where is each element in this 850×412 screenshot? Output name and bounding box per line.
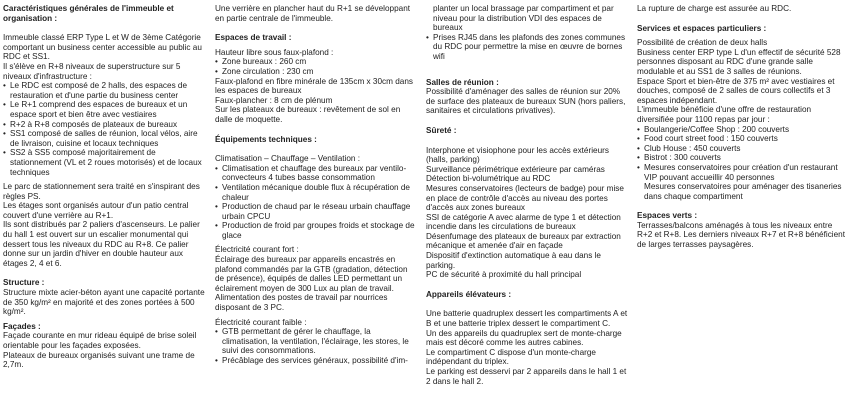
paragraph: Hauteur libre sous faux-plafond : xyxy=(215,47,334,57)
heading-green-spaces: Espaces verts : xyxy=(637,211,698,221)
paragraph: Faux-plancher : 8 cm de plénum xyxy=(215,95,333,105)
paragraph: Plateaux de bureaux organisés suivant une trame de 2,7m. xyxy=(3,350,195,370)
list-item: • Le R+1 comprend des espaces de bureaux et un espace sport et bien être avec vestiaires xyxy=(3,100,205,119)
paragraph: Dispositif d'extinction automatique à eau dans le parking. xyxy=(426,251,601,270)
height-list xyxy=(215,57,417,76)
paragraph: Climatisation – Chauffage – Ventilation : xyxy=(215,154,361,164)
paragraph: Les étages sont organisés autour d'un patio central couvert d'une verrière au R+1. xyxy=(3,201,189,220)
heading-security: Sûreté : xyxy=(426,125,457,135)
paragraph: Terrasses/balcons aménagés à tous les niveaux entre R+2 et R+8. Les derniers niveaux R+7 et R+8 bénéficient de larges terrasses paysagères. xyxy=(637,220,845,250)
paragraph: Le parc de stationnement sera traité en s'inspirant des règles PS. xyxy=(3,182,200,201)
heading-technical-equipment: Équipements techniques : xyxy=(215,134,317,144)
paragraph: Mesures conservatoires (lecteurs de badge) pour mise en place de contrôle d'accès au niveau des portes d'accès aux zones bureaux xyxy=(426,183,624,213)
paragraph: L'immeuble bénéficie d'une offre de restauration diversifiée pour 1100 repas par jour : xyxy=(637,105,812,124)
paragraph: Espace Sport et bien-être de 375 m² avec vestiaires et douches, composé de 2 salles de cours collectifs et 3 espaces indépendant. xyxy=(637,76,835,105)
list-item: • Prises RJ45 dans les plafonds des zones communes du RDC pour permettre la mise en œuvre de bornes wifi xyxy=(426,33,628,62)
list-item: • Zone circulation : 230 cm xyxy=(215,67,417,77)
list-item: • R+2 à R+8 composés de plateaux de bureaux xyxy=(3,120,205,130)
list-item: • Production de chaud par le réseau urbain chauffage urbain CPCU xyxy=(215,202,417,221)
paragraph: PC de sécurité à proximité du hall principal xyxy=(426,270,582,280)
levels-list xyxy=(3,81,205,177)
paragraph: Ils sont distribués par 2 paliers d'ascenseurs. Le palier du hall 1 est ouvert sur un escalier monumental qui dessert tous les niveaux du RDC au R+8. Ce palier donne sur un jardin d'hiver en double hauteur aux étages 2, 4 et 6. xyxy=(3,220,200,268)
paragraph: Interphone et visiophone pour les accès extérieurs (halls, parking) xyxy=(426,145,609,165)
paragraph: Le compartiment C dispose d'un monte-charge indépendant du triplex. xyxy=(426,347,596,367)
paragraph: SSI de catégorie A avec alarme de type 1 et détection incendie dans les circulations de bureaux xyxy=(426,212,621,232)
heading-elevators: Appareils élévateurs : xyxy=(426,289,512,299)
list-item: • Food court street food : 150 couverts xyxy=(637,134,847,144)
paragraph: Électricité courant fort : xyxy=(215,245,299,255)
list-item: • Club House : 450 couverts xyxy=(637,144,847,154)
list-item: • Le RDC est composé de 2 halls, des espaces de restauration et d'une partie du business center xyxy=(3,81,205,100)
paragraph: Possibilité de création de deux halls xyxy=(637,38,768,48)
paragraph: Alimentation des postes de travail par nourrices disposant de 3 PC. xyxy=(215,293,388,313)
paragraph: Possibilité d'aménager des salles de réunion sur 20% de surface des plateaux de bureaux SUN (hors paliers, sanitaires et circulations privatives). xyxy=(426,87,626,116)
paragraph: Une batterie quadruplex dessert les compartiments A et B et une batterie triplex dessert le compartiment C. xyxy=(426,309,628,329)
list-item: • SS2 à SS5 composé majoritairement de stationnement (VL et 2 roues motorisés) et de locaux techniques xyxy=(3,148,205,177)
heading-general-characteristics: Caractéristiques générales de l'immeuble et organisation : xyxy=(3,4,174,23)
list-item: • Précâblage des services généraux, possibilité d'im- xyxy=(215,356,417,366)
paragraph: Surveillance périmétrique extérieure par caméras xyxy=(426,164,605,174)
paragraph: Immeuble classé ERP Type L et W de 3ème Catégorie comportant un business center accessible au public au RDC et SS1. xyxy=(3,33,202,62)
paragraph: Il s'élève en R+8 niveaux de superstructure sur 5 niveaux d'infrastructure : xyxy=(3,61,181,81)
paragraph: La rupture de charge est assurée au RDC. xyxy=(637,4,792,13)
column-1 xyxy=(3,4,205,410)
paragraph: planter un local brassage par compartiment et par niveau pour la distribution VDI des espaces de bureaux xyxy=(433,4,614,33)
wifi-list xyxy=(426,33,628,62)
paragraph: Détection bi-volumétrique au RDC xyxy=(426,174,551,184)
paragraph: Un des appareils du quadruplex sert de monte-charge mais est décoré comme les autres cabines. xyxy=(426,328,622,348)
column-3 xyxy=(426,4,628,410)
paragraph: Une verrière en plancher haut du R+1 se développant en partie centrale de l'immeuble. xyxy=(215,4,411,23)
list-item: • Climatisation et chauffage des bureaux par ventilo-convecteurs 4 tubes basse consommation xyxy=(215,164,417,183)
hvac-list xyxy=(215,164,417,241)
heading-structure: Structure : xyxy=(3,278,45,288)
paragraph: Électricité courant faible : xyxy=(215,317,307,327)
paragraph: Sur les plateaux de bureaux : revêtement de sol en dalle de moquette. xyxy=(215,105,401,124)
heading-meeting-rooms: Salles de réunion : xyxy=(426,77,499,87)
list-item: • Production de froid par groupes froids et stockage de glace xyxy=(215,221,417,240)
column-2 xyxy=(215,4,417,410)
list-item: • SS1 composé de salles de réunion, local vélos, aire de livraison, cuisine et locaux techniques xyxy=(3,129,205,148)
restaurant-list xyxy=(637,125,847,183)
paragraph: Structure mixte acier-béton ayant une capacité portante de 350 kg/m² en majorité et des zones portées à 500 kg/m². xyxy=(3,288,205,317)
paragraph: Façade courante en mur rideau équipé de brise soleil orientable pour les façades exposées. xyxy=(3,331,197,350)
heading-workspaces: Espaces de travail : xyxy=(215,33,292,43)
column-4 xyxy=(637,4,847,410)
paragraph: Le parking est desservi par 2 appareils dans le hall 1 et 2 dans le hall 2. xyxy=(426,367,627,386)
paragraph: Business center ERP type L d'un effectif de sécurité 528 personnes disposant au RDC d'une grande salle modulable et au SS1 de 3 salles de réunions. xyxy=(637,47,841,76)
paragraph: Éclairage des bureaux par appareils encastrés en plafond commandés par la GTB (gradation, détection de présence), équipés de dalles LED permettant un éclairement moyen de 300 Lux au plan de travail. xyxy=(215,255,408,293)
list-item: • Zone bureaux : 260 cm xyxy=(215,57,417,67)
list-item: • Bistrot : 300 couverts xyxy=(637,153,847,163)
paragraph: Désenfumage des plateaux de bureaux par extraction mécanique et amenée d'air en façade xyxy=(426,231,621,251)
paragraph: Faux-plafond en fibre minérale de 135cm x 30cm dans les espaces de bureaux xyxy=(215,76,413,96)
paragraph: Mesures conservatoires pour aménager des tisaneries dans chaque compartiment xyxy=(644,182,842,201)
low-current-list xyxy=(215,327,417,365)
heading-facades: Façades : xyxy=(3,321,41,331)
list-item: • Ventilation mécanique double flux à récupération de chaleur xyxy=(215,183,417,202)
list-item: • Boulangerie/Coffee Shop : 200 couverts xyxy=(637,125,847,135)
list-item: • Mesures conservatoires pour création d'un restaurant VIP pouvant accueillir 40 personnes xyxy=(637,163,847,182)
heading-services: Services et espaces particuliers : xyxy=(637,23,767,33)
list-item: • GTB permettant de gérer le chauffage, la climatisation, la ventilation, l'éclairage, les stores, le suivi des consommations. xyxy=(215,327,417,356)
